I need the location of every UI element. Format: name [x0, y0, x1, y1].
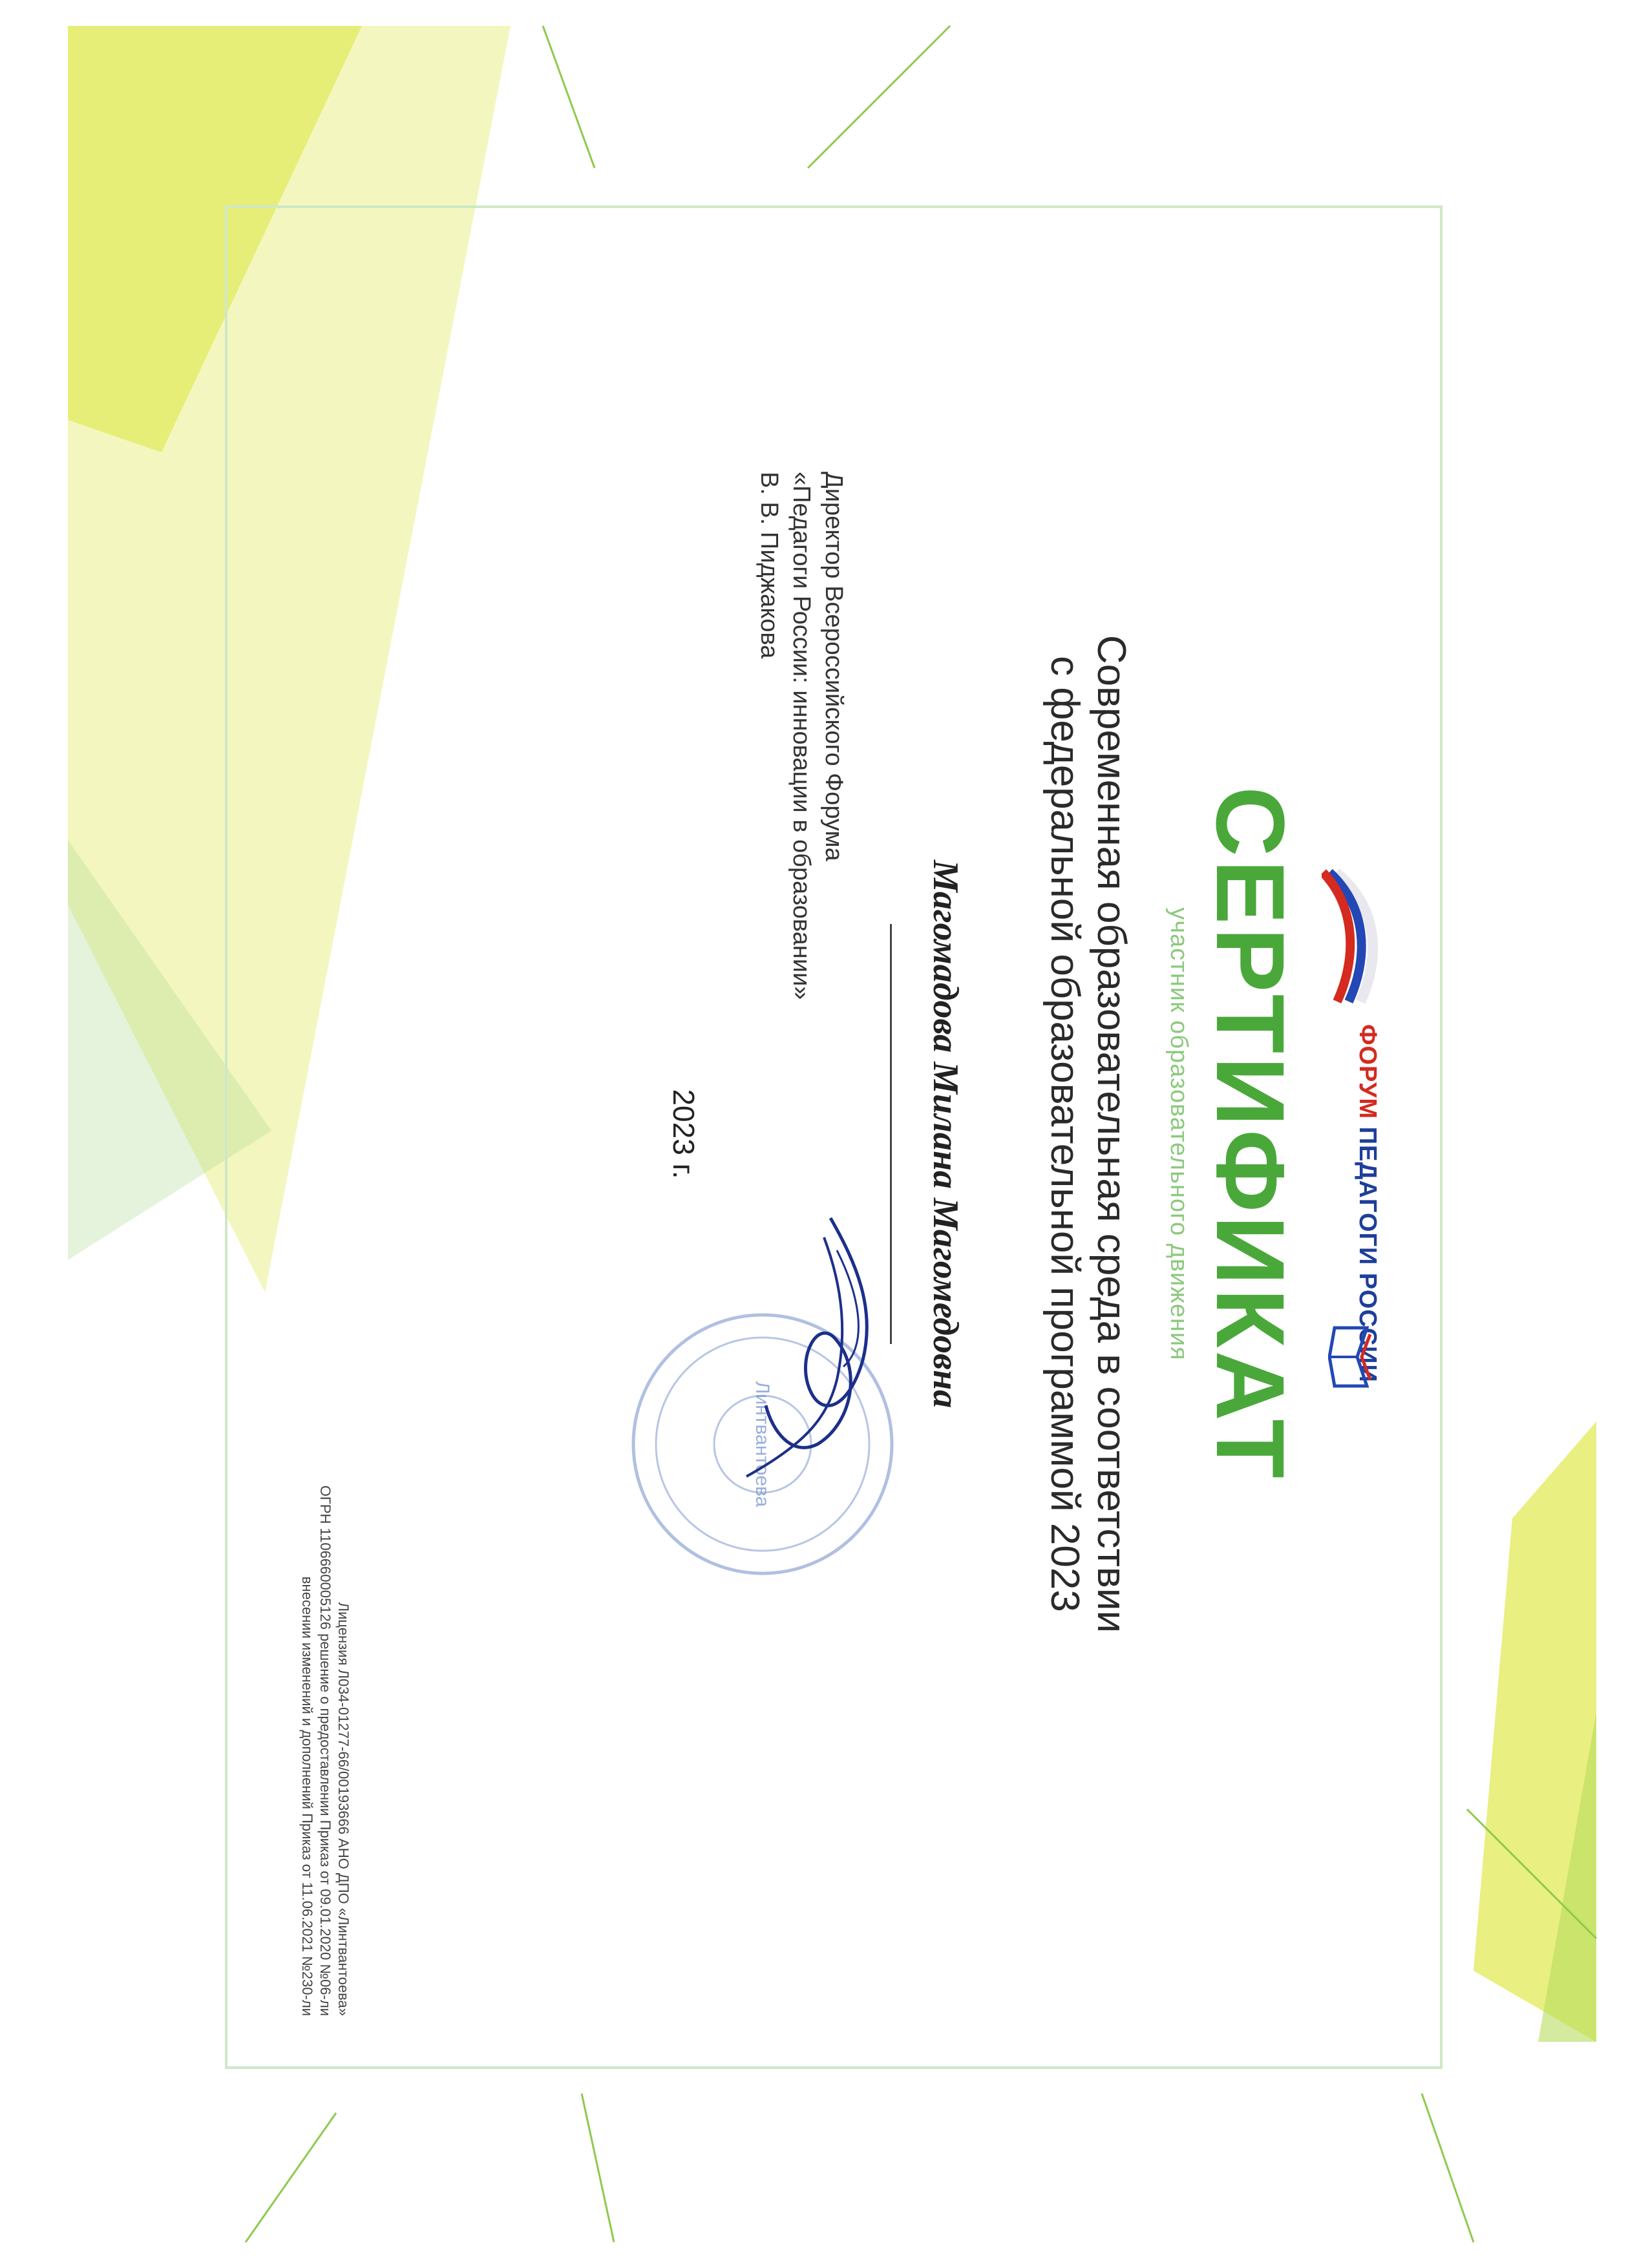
logo-teachers-label: ПЕДАГОГИ РОССИИ: [1354, 1126, 1381, 1383]
course-title: [1041, 310, 1134, 1958]
certificate-subtitle: участник образовательного движения: [1165, 907, 1192, 1361]
director-title: Директор Всероссийского Форума: [820, 472, 847, 861]
director-name: В. В. Пиджакова: [755, 472, 783, 659]
issue-year: 2023 г.: [667, 1089, 701, 1179]
course-line-1: Современная образовательная среда в соответствии: [1089, 635, 1134, 1633]
director-signature: [734, 1212, 902, 1483]
forum-logo: [1315, 869, 1386, 1399]
license-line-3: внесении изменений и дополнений Приказ от 11.06.2021 №230-ли: [299, 1576, 315, 2016]
director-block: [753, 472, 850, 1279]
license-line-2: ОГРН 1106660005126 решение о предоставлении Приказ от 09.01.2020 №06-ли: [317, 1485, 333, 2016]
course-line-2: с федеральной образовательной программой 2023: [1042, 656, 1088, 1612]
flag-icon: [1322, 869, 1386, 1011]
license-info: [298, 1486, 352, 2016]
book-icon: [1328, 1321, 1386, 1392]
svg-text:Линтвантоева: Линтвантоева: [752, 1381, 773, 1507]
license-line-1: Лицензия Л034-01277-66/00193666 АНО ДПО «Линтвантоева»: [335, 1602, 352, 2016]
logo-forum-label: ФОРУМ: [1354, 1024, 1381, 1120]
certificate-title: СЕРТИФИКАТ: [1196, 786, 1305, 1482]
certificate-content: [242, 213, 1406, 2055]
recipient-name: Магомадова Милана Магомедовна: [925, 859, 966, 1409]
director-organization: «Педагоги России: инновации в образовании»: [787, 472, 815, 1000]
